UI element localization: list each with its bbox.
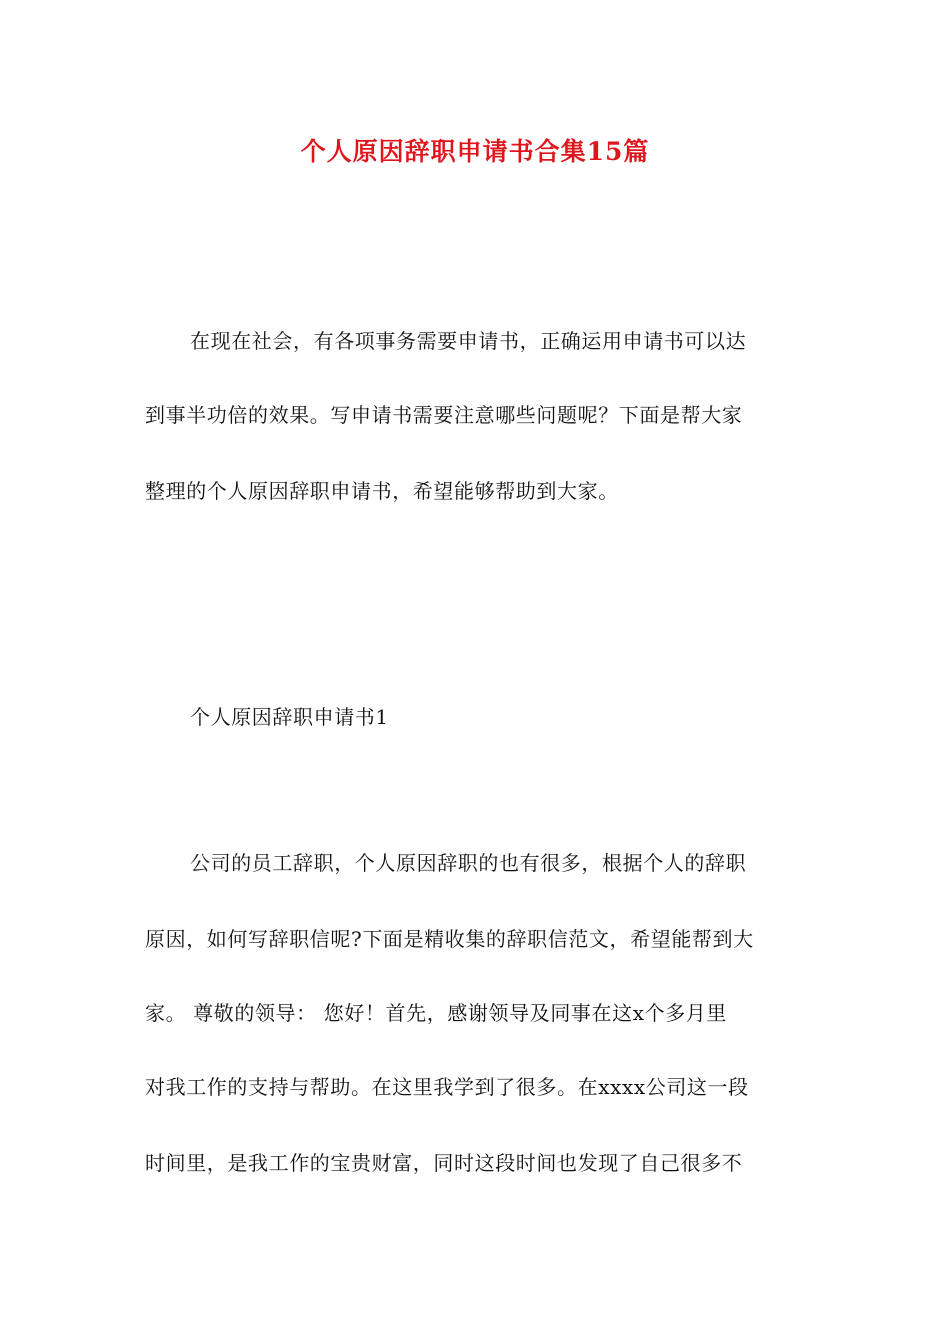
body-line-4: 对我工作的支持与帮助。在这里我学到了很多。在xxxx公司这一段 (145, 1075, 749, 1099)
intro-line-3: 整理的个人原因辞职申请书，希望能够帮助到大家。 (145, 479, 619, 503)
body-line-1: 公司的员工辞职，个人原因辞职的也有很多，根据个人的辞职 (190, 851, 747, 875)
body-line-5: 时间里，是我工作的宝贵财富，同时这段时间也发现了自己很多不 (145, 1151, 743, 1175)
intro-line-1: 在现在社会，有各项事务需要申请书，正确运用申请书可以达 (190, 329, 747, 353)
body-line-3: 家。 尊敬的领导： 您好！首先，感谢领导及同事在这x个多月里 (145, 1001, 727, 1025)
body-line-2: 原因，如何写辞职信呢?下面是精收集的辞职信范文，希望能帮到大 (145, 927, 754, 951)
document-title: 个人原因辞职申请书合集15篇 (300, 137, 650, 166)
section-heading: 个人原因辞职申请书1 (190, 705, 389, 729)
intro-line-2: 到事半功倍的效果。写申请书需要注意哪些问题呢？下面是帮大家 (145, 403, 743, 427)
